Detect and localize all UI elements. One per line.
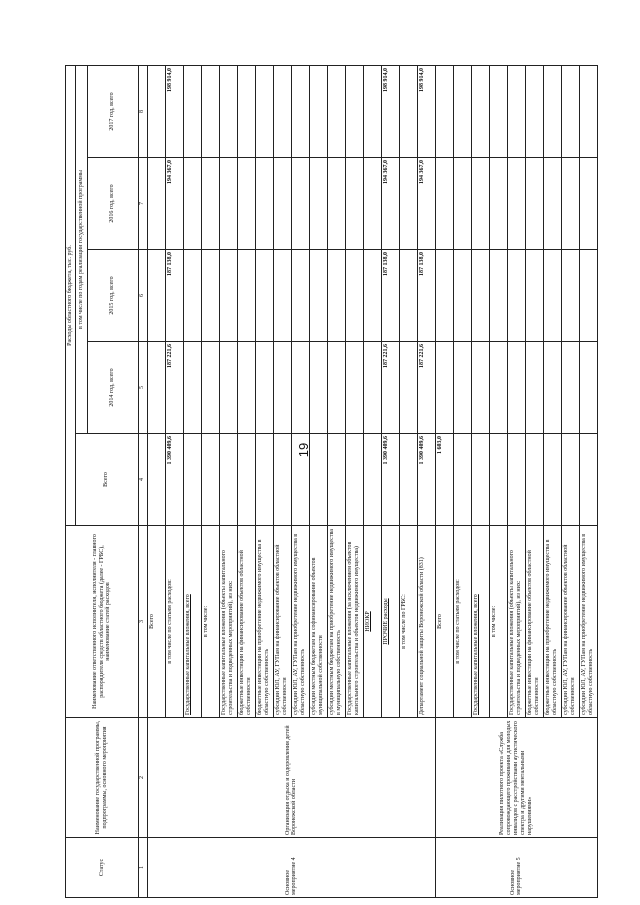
value-total: [525, 434, 543, 526]
header-row-1: [66, 65, 76, 897]
expense-item-label: бюджетные инвестиции на финансирование объектов областной собственности: [237, 526, 255, 718]
value-y2016: [489, 158, 507, 250]
value-y2017: [309, 65, 327, 157]
value-y2017: [543, 65, 561, 157]
value-y2016: [255, 158, 273, 250]
column-number-cell: 8: [138, 65, 147, 157]
value-y2016: [273, 158, 291, 250]
value-y2016: [435, 158, 453, 250]
column-number-row: [138, 65, 147, 897]
value-y2015: [237, 250, 255, 342]
value-total: 1 603,0: [435, 434, 453, 526]
value-y2017: [525, 65, 543, 157]
value-total: [345, 434, 363, 526]
value-y2015: [543, 250, 561, 342]
value-y2016: [561, 158, 579, 250]
expense-item-label: НИОКР: [363, 526, 381, 718]
column-number-cell: 5: [138, 342, 147, 434]
value-y2015: [327, 250, 345, 342]
header-y2017: 2017 год, всего: [87, 65, 138, 157]
status-cell: Основное мероприятие 4: [147, 838, 435, 898]
value-total: [201, 434, 219, 526]
value-y2014: [237, 342, 255, 434]
value-total: [399, 434, 417, 526]
table-body: [66, 65, 598, 897]
value-y2016: [363, 158, 381, 250]
value-y2016: [345, 158, 363, 250]
value-y2016: 194 367,0: [165, 158, 183, 250]
expenses-table: [65, 65, 598, 898]
value-y2016: 194 367,0: [381, 158, 399, 250]
value-y2015: [579, 250, 597, 342]
value-y2016: 194 367,0: [417, 158, 435, 250]
value-y2015: 187 138,0: [417, 250, 435, 342]
value-total: [273, 434, 291, 526]
value-y2015: [291, 250, 309, 342]
value-y2014: [273, 342, 291, 434]
expense-item-label: субсидии ЮЛ, АУ, ГУПам на финансирование объектов областной собственности: [273, 526, 291, 718]
expense-item-label: в том числе по статьям расходов:: [453, 526, 471, 718]
value-y2015: [561, 250, 579, 342]
status-cell: Основное мероприятие 5: [435, 838, 597, 898]
value-total: [309, 434, 327, 526]
value-total: [327, 434, 345, 526]
value-y2017: [255, 65, 273, 157]
value-y2017: [453, 65, 471, 157]
value-y2017: [273, 65, 291, 157]
value-y2014: [201, 342, 219, 434]
value-y2015: [345, 250, 363, 342]
value-y2017: [399, 65, 417, 157]
expense-item-label: в том числе по ГРБС:: [399, 526, 417, 718]
value-y2015: [453, 250, 471, 342]
value-y2017: [561, 65, 579, 157]
value-y2014: [219, 342, 237, 434]
value-total: [579, 434, 597, 526]
expense-item-label: субсидии ЮЛ, АУ, ГУПам на приобретение недвижимого имущества в областную собственность: [579, 526, 597, 718]
header-program-name: Наименование государственной программы, подпрограммы, основного мероприятия: [66, 718, 139, 838]
expense-item-label: Государственные капитальные вложения (объекты капитального строительства и подведенных мероприятий), из них:: [507, 526, 525, 718]
value-y2015: [201, 250, 219, 342]
expense-item-label: Государственные капитальные вложения, всего: [183, 526, 201, 718]
value-y2016: [543, 158, 561, 250]
expense-item-label: ПРОЧИЕ расходы: [381, 526, 399, 718]
value-total: [255, 434, 273, 526]
value-y2015: [309, 250, 327, 342]
expense-item-label: Департамент социальной защиты Воронежской области (831): [417, 526, 435, 718]
value-y2015: [255, 250, 273, 342]
value-y2014: [453, 342, 471, 434]
header-y2016: 2016 год, всего: [87, 158, 138, 250]
value-total: 1 390 409,6: [417, 434, 435, 526]
rotated-sheet: [65, 66, 594, 898]
value-y2014: [543, 342, 561, 434]
value-y2016: [507, 158, 525, 250]
value-y2014: 187 221,6: [417, 342, 435, 434]
expense-item-label: субсидии местным бюджетам на софинансирование объектов муниципальной собственности: [309, 526, 327, 718]
value-y2017: 198 914,0: [165, 65, 183, 157]
expense-item-label: Всего: [147, 526, 165, 718]
value-y2014: [327, 342, 345, 434]
column-number-cell: 1: [138, 838, 147, 898]
value-y2017: [327, 65, 345, 157]
expense-item-label: субсидии местным бюджетам на приобретение недвижимого имущества в муниципальную собственность: [327, 526, 345, 718]
header-status: Статус: [66, 838, 139, 898]
value-total: [147, 434, 165, 526]
value-total: [183, 434, 201, 526]
expense-item-label: в том числе по статьям расходов:: [165, 526, 183, 718]
value-y2014: [489, 342, 507, 434]
value-y2016: [291, 158, 309, 250]
expense-item-label: в том числе:: [489, 526, 507, 718]
value-y2015: [507, 250, 525, 342]
value-y2016: [237, 158, 255, 250]
value-y2014: [435, 342, 453, 434]
value-y2016: [327, 158, 345, 250]
value-y2017: [219, 65, 237, 157]
value-y2014: [291, 342, 309, 434]
value-y2017: [363, 65, 381, 157]
value-y2017: [579, 65, 597, 157]
value-y2015: [147, 250, 165, 342]
value-y2014: 187 221,6: [165, 342, 183, 434]
column-number-cell: 3: [138, 526, 147, 718]
expense-item-label: Государственные капитальные вложения (за исключением объектов капитального строительства и объектов недвижимого имущества): [345, 526, 363, 718]
value-y2014: [309, 342, 327, 434]
expense-item-label: субсидии ЮЛ, АУ, ГУПам на финансирование объектов областной собственности: [561, 526, 579, 718]
value-y2016: [201, 158, 219, 250]
value-y2014: [507, 342, 525, 434]
value-total: [363, 434, 381, 526]
header-total: Всего: [75, 434, 138, 526]
value-y2015: [219, 250, 237, 342]
expense-item-label: Государственные капитальные вложения, всего: [471, 526, 489, 718]
table-row: [147, 65, 165, 897]
value-total: [453, 434, 471, 526]
value-y2015: [399, 250, 417, 342]
value-total: 1 390 409,6: [165, 434, 183, 526]
value-y2017: [471, 65, 489, 157]
landscape-table-container: [65, 66, 594, 898]
value-y2016: [525, 158, 543, 250]
value-y2017: [489, 65, 507, 157]
expense-item-label: субсидии ЮЛ, АУ, ГУПам на приобретение недвижимого имущества в областную собственность: [291, 526, 309, 718]
page-number: 19: [296, 442, 311, 458]
value-y2016: [309, 158, 327, 250]
value-total: [561, 434, 579, 526]
value-total: 1 390 409,6: [381, 434, 399, 526]
value-y2017: 198 914,0: [417, 65, 435, 157]
value-y2017: [183, 65, 201, 157]
value-y2017: [237, 65, 255, 157]
column-number-cell: 2: [138, 718, 147, 838]
value-y2017: [435, 65, 453, 157]
expense-item-label: в том числе:: [201, 526, 219, 718]
header-y2014: 2014 год, всего: [87, 342, 138, 434]
expense-item-label: бюджетные инвестиции на приобретение недвижимого имущества в областную собственность: [543, 526, 561, 718]
program-name-cell: Реализация пилотного проекта «Служба сопровождающего проживания для молодых инвалидов с расстройствами аутистического спектра и другими ментальными нарушениями»: [435, 718, 597, 838]
value-y2014: [147, 342, 165, 434]
value-y2017: [291, 65, 309, 157]
value-y2016: [471, 158, 489, 250]
value-y2014: [399, 342, 417, 434]
value-y2015: [489, 250, 507, 342]
value-y2014: [183, 342, 201, 434]
value-y2017: [345, 65, 363, 157]
value-y2015: [363, 250, 381, 342]
value-y2015: 187 138,0: [165, 250, 183, 342]
value-y2016: [147, 158, 165, 250]
value-total: [471, 434, 489, 526]
value-y2014: [345, 342, 363, 434]
value-y2014: [363, 342, 381, 434]
value-y2015: [273, 250, 291, 342]
expense-item-label: бюджетные инвестиции на финансирование объектов областной собственности: [525, 526, 543, 718]
value-total: [237, 434, 255, 526]
value-y2016: [579, 158, 597, 250]
expense-item-label: Государственные капитальные вложения (объекты капитального строительства и подведенных мероприятий), из них:: [219, 526, 237, 718]
value-y2016: [453, 158, 471, 250]
program-name-cell: Организация отдыха и оздоровления детей Воронежской области: [147, 718, 435, 838]
column-number-cell: 4: [138, 434, 147, 526]
value-y2016: [219, 158, 237, 250]
value-y2017: [507, 65, 525, 157]
column-number-cell: 6: [138, 250, 147, 342]
value-y2014: 187 221,6: [381, 342, 399, 434]
value-total: [489, 434, 507, 526]
value-total: [291, 434, 309, 526]
header-expenses-group: Расходы областного бюджета, тыс. руб.: [66, 65, 76, 525]
value-y2016: [183, 158, 201, 250]
value-y2015: [525, 250, 543, 342]
value-y2017: [201, 65, 219, 157]
header-expenses-sub: в том числе по годам реализации государственной программы: [75, 65, 87, 433]
value-y2015: [471, 250, 489, 342]
value-y2015: 187 138,0: [381, 250, 399, 342]
header-executor: Наименование ответственного исполнителя, исполнителя - главного распорядителя средств областного бюджета (далее - ГРБС), наименование статей расходов: [66, 526, 139, 718]
value-y2014: [471, 342, 489, 434]
column-number-cell: 7: [138, 158, 147, 250]
value-total: [219, 434, 237, 526]
value-y2014: [525, 342, 543, 434]
value-y2015: [183, 250, 201, 342]
value-y2014: [561, 342, 579, 434]
expense-item-label: Всего: [435, 526, 453, 718]
value-y2016: [399, 158, 417, 250]
expense-item-label: бюджетные инвестиции на приобретение недвижимого имущества в областную собственность: [255, 526, 273, 718]
value-total: [543, 434, 561, 526]
value-y2017: 198 914,0: [381, 65, 399, 157]
value-y2015: [435, 250, 453, 342]
value-y2017: [147, 65, 165, 157]
value-total: [507, 434, 525, 526]
value-y2014: [255, 342, 273, 434]
header-y2015: 2015 год, всего: [87, 250, 138, 342]
value-y2014: [579, 342, 597, 434]
table-row: [435, 65, 453, 897]
